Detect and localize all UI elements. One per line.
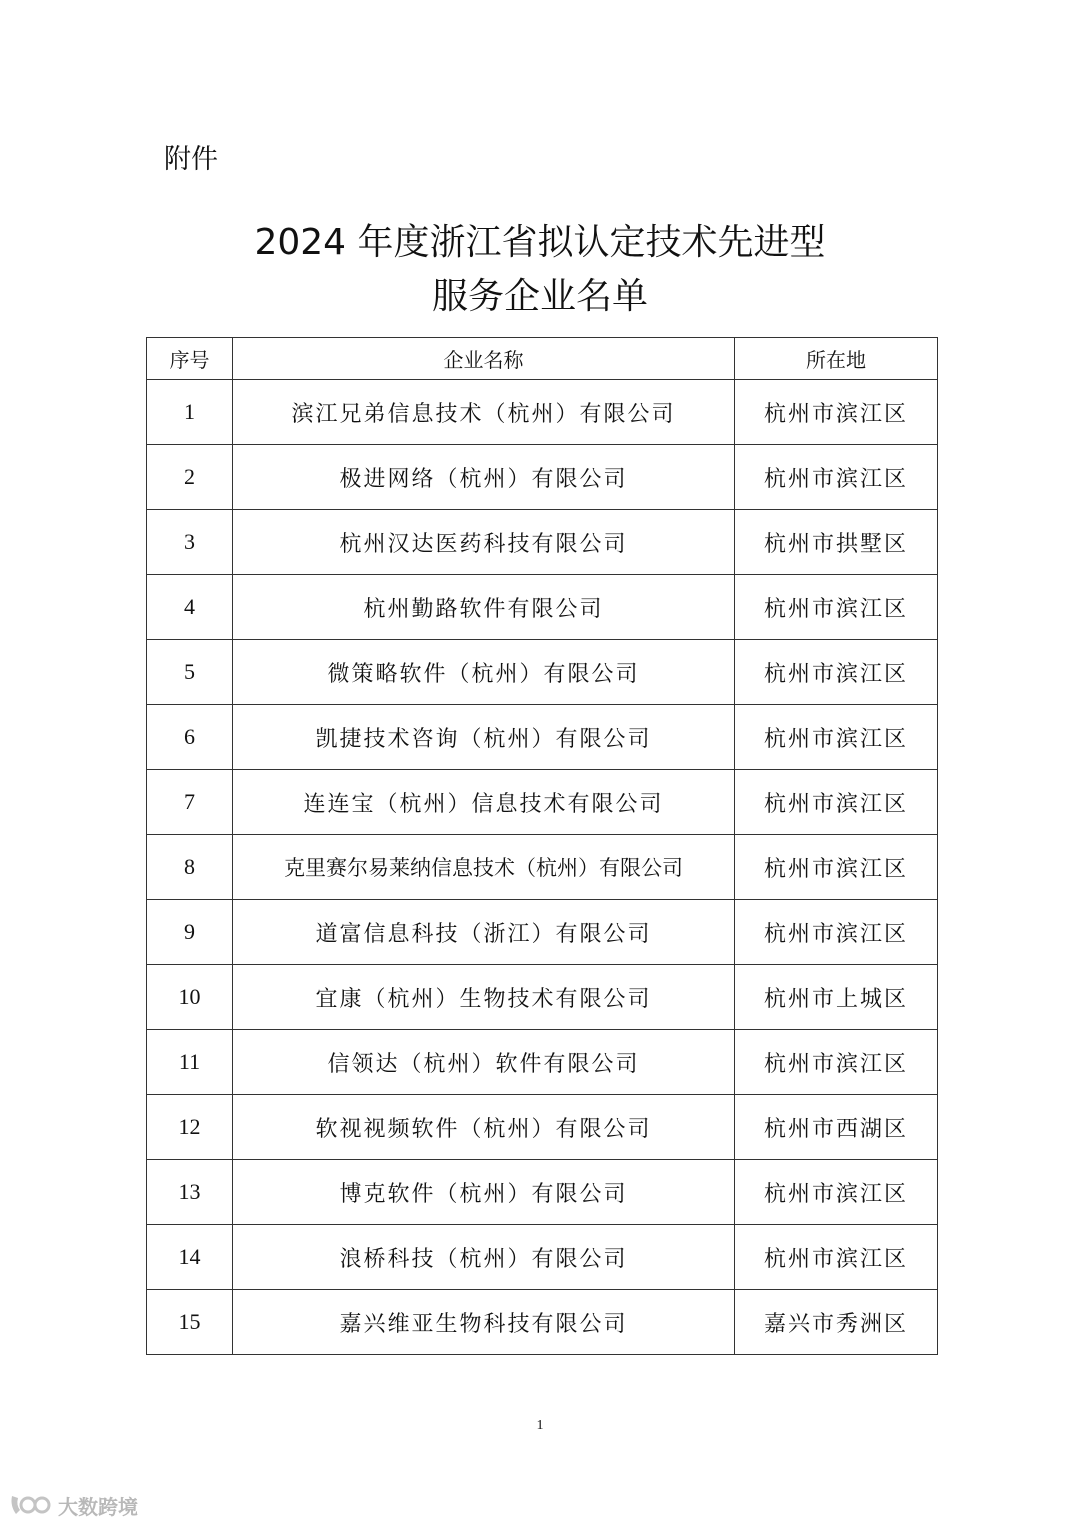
location-cell: 杭州市滨江区	[735, 705, 938, 770]
enterprise-name-cell: 嘉兴维亚生物科技有限公司	[233, 1290, 735, 1355]
location-cell: 杭州市滨江区	[735, 1160, 938, 1225]
enterprise-name-cell: 极进网络（杭州）有限公司	[233, 445, 735, 510]
location-cell: 杭州市上城区	[735, 965, 938, 1030]
enterprise-name-cell: 宜康（杭州）生物技术有限公司	[233, 965, 735, 1030]
row-number-cell: 10	[147, 965, 233, 1030]
enterprise-name-cell: 凯捷技术咨询（杭州）有限公司	[233, 705, 735, 770]
column-header-location: 所在地	[735, 338, 938, 380]
table-row	[147, 1095, 938, 1160]
watermark	[8, 1490, 138, 1520]
enterprise-name-cell: 微策略软件（杭州）有限公司	[233, 640, 735, 705]
row-number-cell: 9	[147, 900, 233, 965]
enterprise-name-cell: 浪桥科技（杭州）有限公司	[233, 1225, 735, 1290]
location-cell: 杭州市滨江区	[735, 1225, 938, 1290]
location-cell: 杭州市滨江区	[735, 835, 938, 900]
location-cell: 杭州市西湖区	[735, 1095, 938, 1160]
table-row	[147, 1030, 938, 1095]
row-number-cell: 2	[147, 445, 233, 510]
table-header-row	[147, 338, 938, 380]
enterprise-name-cell: 博克软件（杭州）有限公司	[233, 1160, 735, 1225]
enterprise-name-cell: 连连宝（杭州）信息技术有限公司	[233, 770, 735, 835]
table-row	[147, 575, 938, 640]
watermark-logo-icon	[8, 1492, 52, 1518]
location-cell: 杭州市滨江区	[735, 380, 938, 445]
enterprise-name-cell: 杭州勤路软件有限公司	[233, 575, 735, 640]
column-header-name: 企业名称	[233, 338, 735, 380]
table-row	[147, 1160, 938, 1225]
row-number-cell: 8	[147, 835, 233, 900]
table-body	[147, 380, 938, 1355]
row-number-cell: 4	[147, 575, 233, 640]
table-row	[147, 835, 938, 900]
row-number-cell: 12	[147, 1095, 233, 1160]
location-cell: 杭州市滨江区	[735, 900, 938, 965]
document-title-line-1: 2024 年度浙江省拟认定技术先进型	[254, 222, 826, 263]
location-cell: 杭州市滨江区	[735, 640, 938, 705]
location-cell: 杭州市滨江区	[735, 575, 938, 640]
table-row	[147, 1225, 938, 1290]
row-number-cell: 13	[147, 1160, 233, 1225]
table-row	[147, 380, 938, 445]
location-cell: 杭州市滨江区	[735, 445, 938, 510]
table-row	[147, 770, 938, 835]
column-header-number: 序号	[147, 338, 233, 380]
table-row	[147, 445, 938, 510]
enterprise-name-cell: 杭州汉达医药科技有限公司	[233, 510, 735, 575]
table-row	[147, 640, 938, 705]
row-number-cell: 6	[147, 705, 233, 770]
table-row	[147, 1290, 938, 1355]
enterprise-name-cell: 道富信息科技（浙江）有限公司	[233, 900, 735, 965]
watermark-text: 大数跨境	[58, 1494, 138, 1519]
row-number-cell: 1	[147, 380, 233, 445]
enterprise-name-cell: 信领达（杭州）软件有限公司	[233, 1030, 735, 1095]
location-cell: 嘉兴市秀洲区	[735, 1290, 938, 1355]
location-cell: 杭州市滨江区	[735, 1030, 938, 1095]
row-number-cell: 14	[147, 1225, 233, 1290]
enterprise-name-cell: 克里赛尔易莱纳信息技术（杭州）有限公司	[233, 835, 735, 900]
enterprise-name-cell: 滨江兄弟信息技术（杭州）有限公司	[233, 380, 735, 445]
row-number-cell: 7	[147, 770, 233, 835]
document-title-line-2: 服务企业名单	[431, 276, 648, 317]
location-cell: 杭州市拱墅区	[735, 510, 938, 575]
page-number: 1	[536, 1418, 544, 1433]
row-number-cell: 11	[147, 1030, 233, 1095]
attachment-label: 附件	[164, 144, 218, 175]
row-number-cell: 3	[147, 510, 233, 575]
table-row	[147, 705, 938, 770]
table-row	[147, 965, 938, 1030]
location-cell: 杭州市滨江区	[735, 770, 938, 835]
row-number-cell: 15	[147, 1290, 233, 1355]
row-number-cell: 5	[147, 640, 233, 705]
table-row	[147, 510, 938, 575]
enterprise-list-table	[146, 337, 938, 1355]
table-row	[147, 900, 938, 965]
enterprise-name-cell: 软视视频软件（杭州）有限公司	[233, 1095, 735, 1160]
